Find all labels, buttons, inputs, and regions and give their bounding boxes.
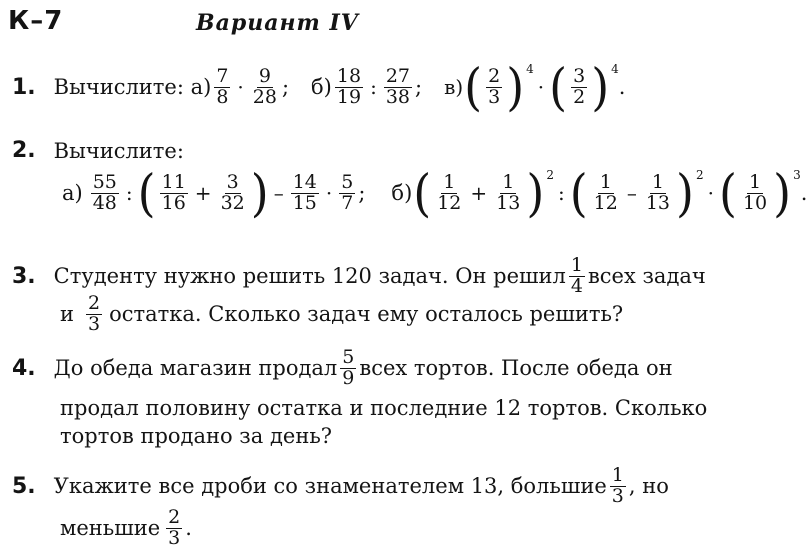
fraction: $\frac{55}{48}$ — [92, 170, 117, 214]
task-4-line-3: тортов продано за день? — [60, 424, 333, 448]
fraction: $\frac{7}{8}$ — [216, 64, 229, 108]
task-5-text: Укажите все дроби со знаменателем 13, большие — [53, 474, 607, 499]
task-5 — [12, 466, 669, 507]
task-number: 1. — [12, 74, 36, 100]
task-3-line-2: и $\frac{2}{3}$ остатка. Сколько задач ему осталось решить? — [60, 292, 624, 335]
task-number: 4. — [12, 355, 36, 381]
fraction: $\frac{1}{10}$ — [742, 170, 768, 214]
fraction: $\frac{9}{28}$ — [252, 64, 277, 108]
task-4-text: До обеда магазин продал — [53, 356, 338, 381]
fraction: $\frac{18}{19}$ — [336, 64, 362, 108]
task-2 — [12, 138, 184, 163]
task-3 — [12, 256, 706, 297]
task-number: 5. — [12, 473, 36, 499]
fraction: $\frac{1}{12}$ — [437, 170, 462, 214]
fraction: $\frac{3}{32}$ — [220, 170, 245, 214]
task-number: 3. — [12, 263, 36, 289]
task-2-expressions: а) $\frac{55}{48}$ : ( $\frac{11}{16}$ + $\frac{3}{32}$ ) – $\frac{14}{15}$ · $\frac{5}{7}$ ; б) ( $\frac{1}{12}$ + $\frac{1}{13}$ ) 2 : ( $\frac{1}{12}$ – $\frac{1}{13}$ ) 2 · ( $\frac{1}{10}$ ) 3 . — [62, 163, 807, 223]
part-b-label: б) — [391, 181, 413, 205]
fraction: $\frac{5}{7}$ — [341, 170, 354, 214]
worksheet-code: К–7 — [8, 6, 64, 36]
fraction: $\frac{1}{13}$ — [645, 170, 671, 214]
part-a-label: а) — [62, 181, 83, 205]
task-2-label: Вычислите: — [53, 138, 184, 163]
fraction: $\frac{1}{3}$ — [611, 464, 624, 507]
task-1: 1. Вычислите: а) $\frac{7}{8}$ · $\frac{9}{28}$ ; б) $\frac{18}{19}$ : $\frac{27}{38}$ ; в) ( $\frac{2}{3}$ ) 4 · ( $\frac{3}{2}$ ) 4 . — [12, 57, 626, 117]
fraction: $\frac{2}{3}$ — [488, 64, 501, 108]
part-c-label: в) — [444, 75, 464, 99]
task-4-text: всех тортов. После обеда он — [359, 356, 673, 381]
task-5-text: меньшие — [60, 516, 161, 541]
task-number: 2. — [12, 138, 36, 163]
task-5-line-2: меньшие $\frac{2}{3}$ . — [60, 506, 192, 549]
fraction: $\frac{3}{2}$ — [573, 64, 586, 108]
fraction: $\frac{2}{3}$ — [168, 506, 181, 549]
fraction: $\frac{14}{15}$ — [292, 170, 317, 214]
fraction: $\frac{2}{3}$ — [88, 292, 101, 335]
fraction: $\frac{1}{4}$ — [570, 254, 583, 297]
task-4 — [12, 348, 673, 389]
fraction: $\frac{1}{12}$ — [593, 170, 618, 214]
task-4-line-2: продал половину остатка и последние 12 тортов. Сколько — [60, 396, 708, 420]
fraction: $\frac{27}{38}$ — [385, 64, 410, 108]
task-1-label: Вычислите: а) — [53, 75, 212, 99]
fraction: $\frac{11}{16}$ — [161, 170, 186, 214]
task-3-text: всех задач — [587, 264, 706, 289]
variant-title: Вариант IV — [196, 10, 359, 36]
task-3-text: остатка. Сколько задач ему осталось решить? — [109, 302, 624, 327]
fraction: $\frac{1}{13}$ — [496, 170, 521, 214]
task-3-text: Студенту нужно решить 120 задач. Он решил — [53, 264, 566, 289]
fraction: $\frac{5}{9}$ — [342, 346, 355, 389]
part-b-label: б) — [311, 75, 332, 99]
task-5-text: , но — [628, 474, 669, 499]
